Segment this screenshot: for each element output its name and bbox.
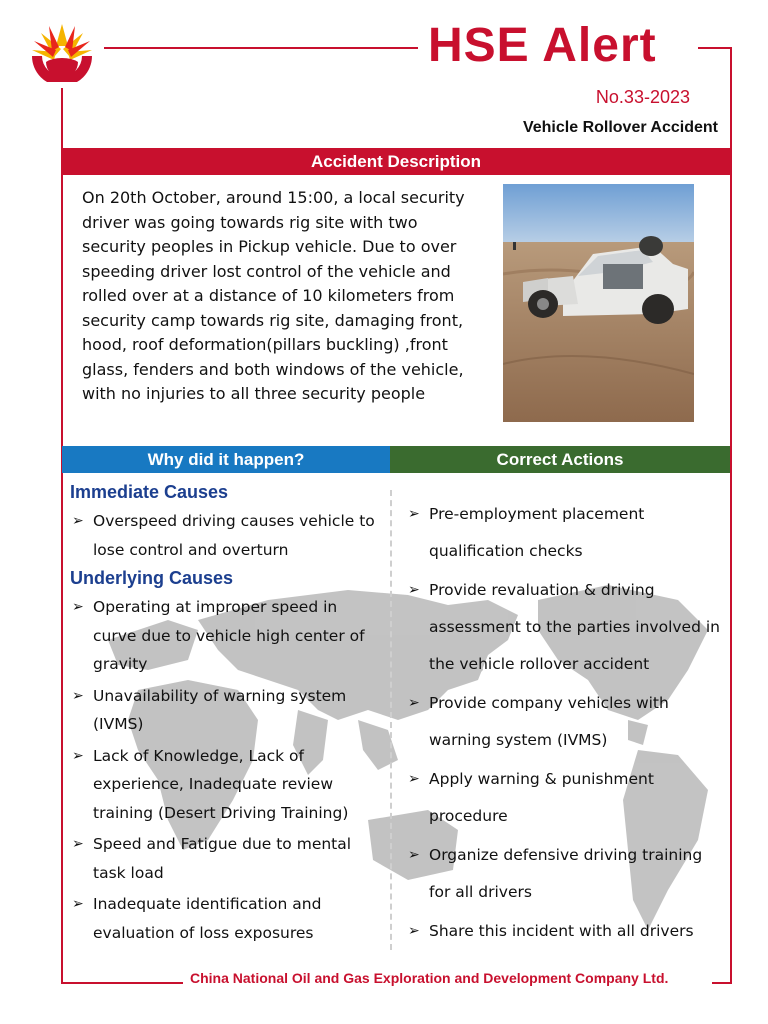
underlying-causes-list bbox=[70, 593, 380, 947]
company-logo-icon bbox=[28, 20, 96, 82]
immediate-causes-heading: Immediate Causes bbox=[70, 482, 229, 502]
underlying-causes-heading: Underlying Causes bbox=[70, 568, 234, 588]
alert-subject: Vehicle Rollover Accident bbox=[522, 119, 718, 136]
list-item bbox=[70, 890, 380, 947]
arrowhead-bullet-icon: ➢ bbox=[408, 923, 420, 939]
list-item-text: Pre-employment placement qualification checks bbox=[429, 505, 645, 560]
arrowhead-bullet-icon: ➢ bbox=[408, 771, 420, 787]
list-item bbox=[406, 496, 726, 570]
list-item-text: Share this incident with all drivers bbox=[429, 922, 694, 940]
frame-right bbox=[730, 47, 732, 984]
actions-column bbox=[406, 496, 726, 952]
list-item-text: Organize defensive driving training for all drivers bbox=[429, 846, 703, 901]
frame-bottom-left bbox=[61, 982, 183, 984]
frame-top-right bbox=[698, 47, 732, 49]
list-item bbox=[406, 913, 726, 950]
arrowhead-bullet-icon: ➢ bbox=[72, 687, 84, 704]
why-column bbox=[70, 482, 380, 950]
list-item-text: Provide company vehicles with warning system (IVMS) bbox=[429, 694, 669, 749]
alert-title: HSE Alert bbox=[428, 19, 657, 72]
accident-description-text: On 20th October, around 15:00, a local security driver was going towards rig site with two security peoples in Pickup vehicle. Due to over speeding driver lost control of the vehicle and rolled over at a distance of 10 kilometers from security camp towards rig site, damaging front, hood, roof deformation(pillars buckling) ,front glass, fenders and both windows of the vehicle, with no injuries to all three security people bbox=[82, 188, 465, 403]
list-item bbox=[406, 837, 726, 911]
arrowhead-bullet-icon: ➢ bbox=[408, 847, 420, 863]
why-heading: Why did it happen? bbox=[62, 446, 390, 473]
arrowhead-bullet-icon: ➢ bbox=[72, 599, 84, 615]
arrowhead-bullet-icon: ➢ bbox=[408, 582, 420, 598]
list-item-text: Apply warning & punishment procedure bbox=[429, 770, 654, 825]
frame-bottom-right bbox=[712, 982, 732, 984]
list-item bbox=[406, 761, 726, 835]
list-item bbox=[70, 507, 380, 564]
list-item bbox=[70, 830, 380, 887]
list-item bbox=[70, 682, 380, 739]
frame-left bbox=[61, 88, 63, 984]
list-item-text: Operating at improper speed in curve due to vehicle high center of gravity bbox=[93, 598, 365, 673]
alert-number: No.33-2023 bbox=[595, 87, 690, 107]
list-item-text: Overspeed driving causes vehicle to lose control and overturn bbox=[93, 512, 375, 559]
frame-top-left bbox=[104, 47, 418, 49]
arrowhead-bullet-icon: ➢ bbox=[72, 836, 84, 852]
arrowhead-bullet-icon: ➢ bbox=[72, 747, 84, 764]
list-item-text: Unavailability of warning system (IVMS) bbox=[93, 686, 347, 733]
list-item bbox=[406, 685, 726, 759]
immediate-causes-list bbox=[70, 507, 380, 564]
arrowhead-bullet-icon: ➢ bbox=[72, 513, 84, 529]
correct-actions-list bbox=[406, 496, 726, 950]
list-item bbox=[406, 572, 726, 683]
actions-heading: Correct Actions bbox=[390, 446, 730, 473]
list-item-text: Lack of Knowledge, Lack of experience, Inadequate review training (Desert Driving Training) bbox=[93, 746, 349, 822]
list-item-text: Inadequate identification and evaluation of loss exposures bbox=[93, 895, 322, 942]
list-item-text: Speed and Fatigue due to mental task load bbox=[93, 835, 352, 882]
list-item-text: Provide revaluation & driving assessment to the parties involved in the vehicle rollover accident bbox=[429, 581, 720, 673]
accident-description-heading: Accident Description bbox=[62, 148, 730, 175]
arrowhead-bullet-icon: ➢ bbox=[72, 896, 84, 912]
accident-photo bbox=[503, 184, 694, 422]
list-item bbox=[70, 742, 380, 828]
column-divider bbox=[390, 490, 392, 950]
arrowhead-bullet-icon: ➢ bbox=[408, 695, 420, 711]
arrowhead-bullet-icon: ➢ bbox=[408, 506, 420, 522]
list-item bbox=[70, 593, 380, 679]
company-footer: China National Oil and Gas Exploration and Development Company Ltd. bbox=[190, 970, 669, 986]
